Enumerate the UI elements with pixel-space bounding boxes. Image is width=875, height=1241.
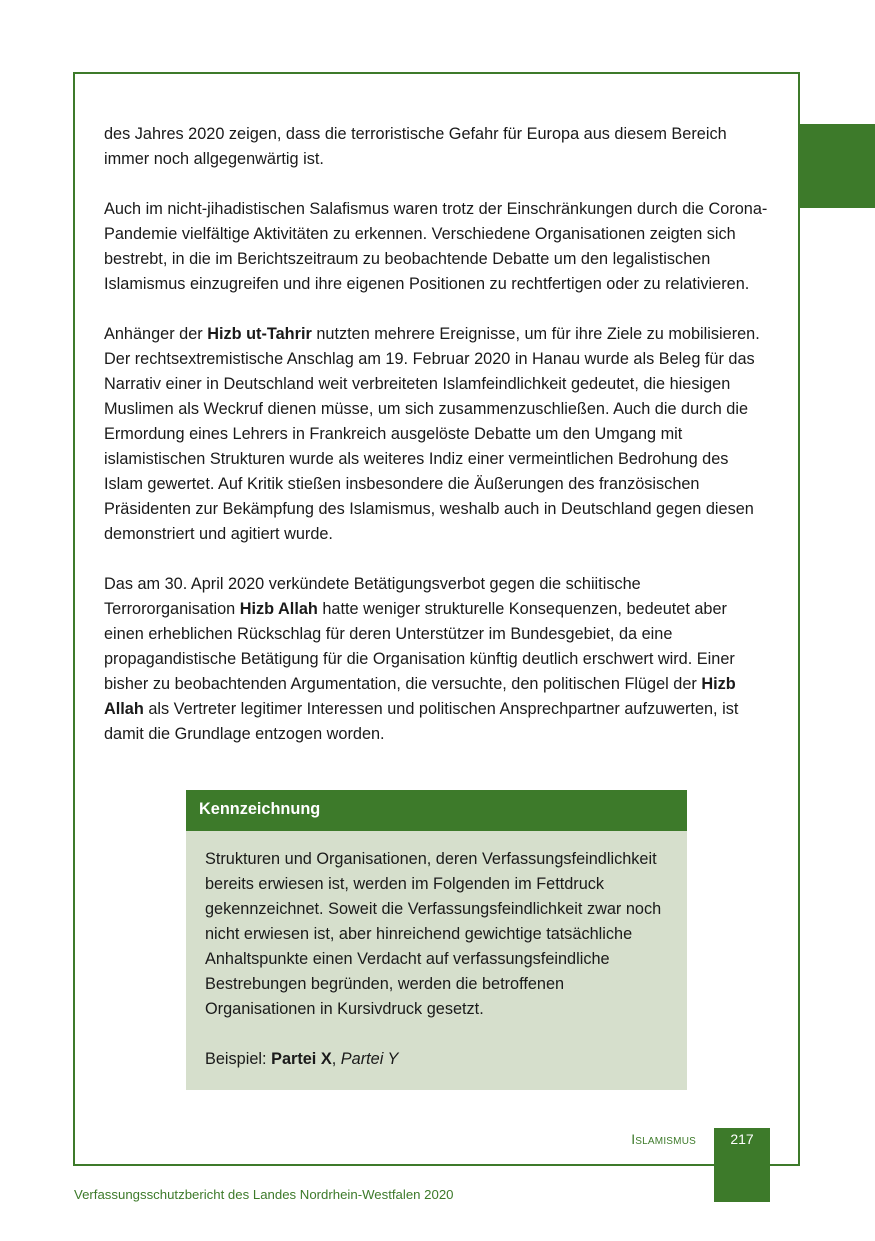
footer-title: Verfassungsschutzbericht des Landes Nordrhein-Westfalen 2020 <box>74 1187 454 1202</box>
info-box-example <box>205 1047 669 1072</box>
organisation-hizb-allah-2: Hizb Allah <box>104 675 736 718</box>
page-number: 217 <box>730 1131 754 1147</box>
paragraph-3-text-a: Anhänger der <box>104 325 208 343</box>
paragraph-1: des Jahres 2020 zeigen, dass die terroristische Gefahr für Europa aus diesem Bereich immer noch allgegenwärtig ist. <box>104 125 727 168</box>
example-bold: Partei X <box>271 1050 332 1068</box>
example-separator: , <box>331 1050 341 1068</box>
paragraph-3-text-b: nutzten mehrere Ereignisse, um für ihre Ziele zu mobilisieren. Der rechtsextremistische Anschlag am 19. Februar 2020 in Hanau wurde als Beleg für das Narrativ einer in Deutschland weit verbreiteten Islamfeindlichkeit gedeutet, die hiesigen Muslimen als Weckruf dienen müsse, um sich zusammenzuschließen. Auch die durch die Ermordung eines Lehrers in Frankreich ausgelöste Debatte um den Umgang mit islamistischen Strukturen wurde als weiteres Indiz einer vermeintlichen Bedrohung des Islam gewertet. Auf Kritik stießen insbesondere die Äußerungen des französischen Präsidenten zur Bekämpfung des Islamismus, weshalb auch in Deutschland gegen diesen demonstriert und agitiert wurde. <box>104 325 760 543</box>
paragraph-4 <box>104 572 770 747</box>
example-label: Beispiel: <box>205 1050 272 1068</box>
body-text <box>104 122 770 772</box>
info-box-body <box>186 831 687 1072</box>
section-label: Islamismus <box>631 1131 696 1147</box>
paragraph-3 <box>104 322 770 547</box>
chapter-side-tab <box>799 124 875 208</box>
info-box-text: Strukturen und Organisationen, deren Verfassungsfeindlichkeit bereits erwiesen ist, werden im Folgenden im Fettdruck gekennzeichnet. Soweit die Verfassungsfeindlichkeit zwar noch nicht erwiesen ist, aber hinreichend gewichtige tatsächliche Anhaltspunkte einen Verdacht auf verfassungsfeindliche Bestrebungen begründen, werden die betroffenen Organisationen in Kursivdruck gesetzt. <box>205 850 662 1018</box>
paragraph-2: Auch im nicht-jihadistischen Salafismus waren trotz der Einschränkungen durch die Corona-Pandemie vielfältige Aktivitäten zu erkennen. Verschiedene Organisationen zeigten sich bestrebt, in die im Berichtszeitraum zu beobachtende Debatte um den legalistischen Islamismus einzugreifen und ihre eigenen Positionen zu rechtfertigen oder zu relativieren. <box>104 200 768 293</box>
info-box-title: Kennzeichnung <box>186 790 687 831</box>
paragraph-4-text-b: hatte weniger strukturelle Konsequenzen, bedeutet aber einen erheblichen Rückschlag für deren Unterstützer im Bundesgebiet, da eine propagandistische Betätigung für die Organisation künftig deutlich erschwert wird. Einer bisher zu beobachtenden Argumentation, die versuchte, den politischen Flügel der <box>104 600 735 693</box>
organisation-hizb-allah: Hizb Allah <box>239 600 318 618</box>
info-box <box>186 790 687 1090</box>
paragraph-4-text-a: Das am 30. April 2020 verkündete Betätigungsverbot gegen die schiitische Terrororganisation <box>104 575 641 618</box>
organisation-hizb-ut-tahrir: Hizb ut-Tahrir <box>207 325 312 343</box>
paragraph-4-text-c: als Vertreter legitimer Interessen und politischen Ansprechpartner aufzuwerten, ist damit die Grundlage entzogen worden. <box>104 700 739 743</box>
example-italic: Partei Y <box>340 1050 399 1068</box>
